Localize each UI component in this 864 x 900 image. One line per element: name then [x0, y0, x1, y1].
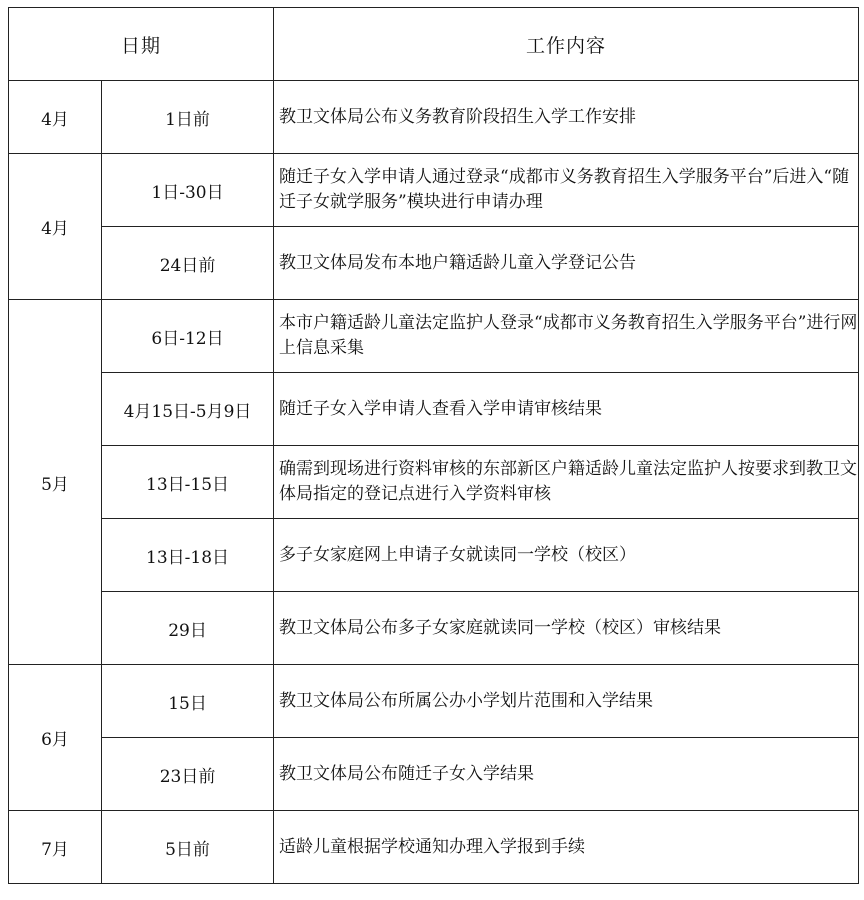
table-row: [9, 373, 859, 446]
day-cell: 1日前: [102, 81, 274, 154]
month-cell: 4月: [9, 154, 102, 300]
day-cell: 5日前: [102, 811, 274, 884]
day-cell: 24日前: [102, 227, 274, 300]
day-cell: 23日前: [102, 738, 274, 811]
table-row: [9, 811, 859, 884]
table-row: [9, 81, 859, 154]
day-cell: 13日-18日: [102, 519, 274, 592]
day-cell: 13日-15日: [102, 446, 274, 519]
task-cell: 随迁子女入学申请人通过登录“成都市义务教育招生入学服务平台”后进入“随迁子女就学服务”模块进行申请办理: [274, 154, 859, 227]
table-row: [9, 519, 859, 592]
task-cell: 教卫文体局发布本地户籍适龄儿童入学登记公告: [274, 227, 859, 300]
task-cell: 本市户籍适龄儿童法定监护人登录“成都市义务教育招生入学服务平台”进行网上信息采集: [274, 300, 859, 373]
task-cell: 多子女家庭网上申请子女就读同一学校（校区）: [274, 519, 859, 592]
table-row: [9, 738, 859, 811]
task-cell: 教卫文体局公布多子女家庭就读同一学校（校区）审核结果: [274, 592, 859, 665]
table-row: [9, 446, 859, 519]
date-header: 日期: [9, 8, 274, 81]
table-row: [9, 154, 859, 227]
month-cell: 4月: [9, 81, 102, 154]
day-cell: 6日-12日: [102, 300, 274, 373]
task-cell: 适龄儿童根据学校通知办理入学报到手续: [274, 811, 859, 884]
task-cell: 确需到现场进行资料审核的东部新区户籍适龄儿童法定监护人按要求到教卫文体局指定的登记点进行入学资料审核: [274, 446, 859, 519]
month-cell: 7月: [9, 811, 102, 884]
table-row: [9, 665, 859, 738]
day-cell: 15日: [102, 665, 274, 738]
enrollment-schedule-table: [8, 7, 859, 884]
table-row: [9, 592, 859, 665]
month-cell: 6月: [9, 665, 102, 811]
task-cell: 教卫文体局公布所属公办小学划片范围和入学结果: [274, 665, 859, 738]
table-row: [9, 300, 859, 373]
task-cell: 教卫文体局公布随迁子女入学结果: [274, 738, 859, 811]
header-row: [9, 8, 859, 81]
work-content-header: 工作内容: [274, 8, 859, 81]
table-row: [9, 227, 859, 300]
task-cell: 随迁子女入学申请人查看入学申请审核结果: [274, 373, 859, 446]
task-cell: 教卫文体局公布义务教育阶段招生入学工作安排: [274, 81, 859, 154]
day-cell: 29日: [102, 592, 274, 665]
month-cell: 5月: [9, 300, 102, 665]
day-cell: 1日-30日: [102, 154, 274, 227]
day-cell: 4月15日-5月9日: [102, 373, 274, 446]
